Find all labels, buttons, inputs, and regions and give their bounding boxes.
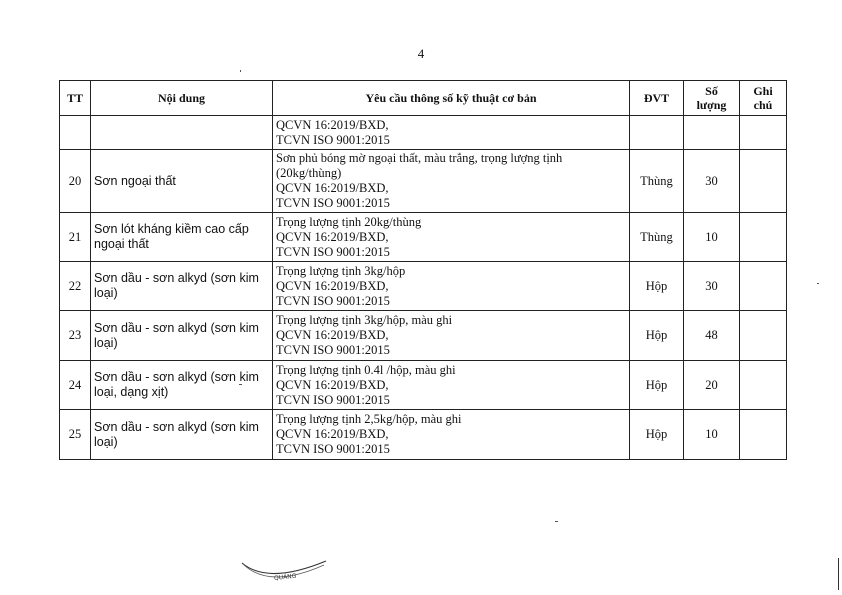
header-so-luong-line2: lượng — [696, 98, 727, 112]
page-number: 4 — [417, 46, 425, 61]
cell-so-luong: 30 — [684, 150, 740, 213]
spec-line: TCVN ISO 9001:2015 — [276, 293, 390, 308]
cell-noi-dung: Sơn ngoại thất — [91, 150, 273, 213]
cell-ghi-chu — [740, 311, 787, 361]
cell-dvt: Thùng — [630, 213, 684, 262]
cell-tt: 20 — [60, 150, 91, 213]
spec-line: TCVN ISO 9001:2015 — [276, 392, 390, 407]
cell-noi-dung: Sơn dầu - sơn alkyd (sơn kim loại) — [91, 410, 273, 460]
header-yeu-cau: Yêu cầu thông số kỹ thuật cơ bản — [273, 81, 630, 116]
spec-line: QCVN 16:2019/BXD, — [276, 377, 389, 392]
stamp-mark — [238, 555, 330, 587]
margin-line — [838, 558, 839, 590]
cell-noi-dung — [91, 116, 273, 150]
header-tt: TT — [60, 81, 91, 116]
cell-so-luong: 10 — [684, 410, 740, 460]
cell-tt: 25 — [60, 410, 91, 460]
table-row — [60, 150, 787, 213]
spec-line: TCVN ISO 9001:2015 — [276, 343, 390, 357]
cell-dvt: Hộp — [630, 410, 684, 460]
cell-dvt: Hộp — [630, 311, 684, 361]
specification-table — [59, 80, 787, 460]
spec-line: QCVN 16:2019/BXD, — [276, 181, 389, 195]
cell-dvt: Thùng — [630, 150, 684, 213]
cell-dvt: Hộp — [630, 262, 684, 311]
cell-spec — [273, 262, 630, 311]
cell-tt: 24 — [60, 361, 91, 410]
spec-line: Trọng lượng tịnh 3kg/hộp, màu ghi — [276, 313, 453, 327]
header-ghi-chu-line1: Ghi — [753, 84, 773, 98]
cell-ghi-chu — [740, 410, 787, 460]
cell-dvt — [630, 116, 684, 150]
scan-speck — [817, 283, 819, 284]
cell-tt — [60, 116, 91, 150]
cell-ghi-chu — [740, 116, 787, 150]
header-dvt: ĐVT — [630, 81, 684, 116]
cell-spec — [273, 361, 630, 410]
spec-line: TCVN ISO 9001:2015 — [276, 196, 390, 210]
header-so-luong — [684, 81, 740, 116]
cell-dvt: Hộp — [630, 361, 684, 410]
spec-line: Sơn phủ bóng mờ ngoại thất, màu trắng, trọng lượng tịnh — [276, 151, 563, 165]
table-row — [60, 410, 787, 460]
spec-line: TCVN ISO 9001:2015 — [276, 442, 390, 456]
spec-line: QCVN 16:2019/BXD, — [276, 278, 389, 293]
cell-ghi-chu — [740, 262, 787, 311]
cell-ghi-chu — [740, 213, 787, 262]
spec-line: QCVN 16:2019/BXD, — [276, 427, 389, 441]
table-row — [60, 361, 787, 410]
header-so-luong-line1: Số — [705, 84, 718, 98]
spec-line: TCVN ISO 9001:2015 — [276, 244, 390, 259]
cell-tt: 21 — [60, 213, 91, 262]
header-ghi-chu-line2: chú — [753, 98, 773, 112]
cell-tt: 22 — [60, 262, 91, 311]
cell-noi-dung: Sơn dầu - sơn alkyd (sơn kim loại, dạng xịt) — [91, 361, 273, 410]
spec-line: Trọng lượng tịnh 0.4l /hộp, màu ghi — [276, 362, 456, 377]
cell-noi-dung: Sơn dầu - sơn alkyd (sơn kim loại) — [91, 311, 273, 361]
cell-spec — [273, 410, 630, 460]
cell-ghi-chu — [740, 361, 787, 410]
cell-so-luong: 48 — [684, 311, 740, 361]
table-row — [60, 213, 787, 262]
header-noi-dung: Nội dung — [91, 81, 273, 116]
scan-speck — [555, 521, 558, 522]
table-row — [60, 262, 787, 311]
cell-ghi-chu — [740, 150, 787, 213]
spec-line: QCVN 16:2019/BXD, — [276, 229, 389, 244]
cell-noi-dung: Sơn lót kháng kiềm cao cấp ngoại thất — [91, 213, 273, 262]
table-body — [60, 116, 787, 460]
cell-so-luong — [684, 116, 740, 150]
table-header-row — [60, 81, 787, 116]
table-row — [60, 116, 787, 150]
stamp-text: QUẢNG — [273, 572, 297, 583]
table-row — [60, 311, 787, 361]
cell-so-luong: 20 — [684, 361, 740, 410]
cell-spec — [273, 311, 630, 361]
cell-noi-dung: Sơn dầu - sơn alkyd (sơn kim loại) — [91, 262, 273, 311]
cell-spec — [273, 150, 630, 213]
cell-tt: 23 — [60, 311, 91, 361]
spec-line: Trọng lượng tịnh 2,5kg/hộp, màu ghi — [276, 412, 462, 426]
cell-so-luong: 10 — [684, 213, 740, 262]
header-ghi-chu — [740, 81, 787, 116]
cell-spec — [273, 116, 630, 150]
spec-line: Trọng lượng tịnh 3kg/hộp — [276, 263, 406, 278]
cell-so-luong: 30 — [684, 262, 740, 311]
scan-speck — [240, 70, 241, 72]
cell-spec — [273, 213, 630, 262]
scan-speck — [239, 384, 242, 385]
spec-line: TCVN ISO 9001:2015 — [276, 132, 390, 147]
spec-line: QCVN 16:2019/BXD, — [276, 328, 389, 342]
spec-line: Trọng lượng tịnh 20kg/thùng — [276, 214, 422, 229]
spec-line: QCVN 16:2019/BXD, — [276, 117, 389, 132]
spec-line: (20kg/thùng) — [276, 166, 342, 180]
